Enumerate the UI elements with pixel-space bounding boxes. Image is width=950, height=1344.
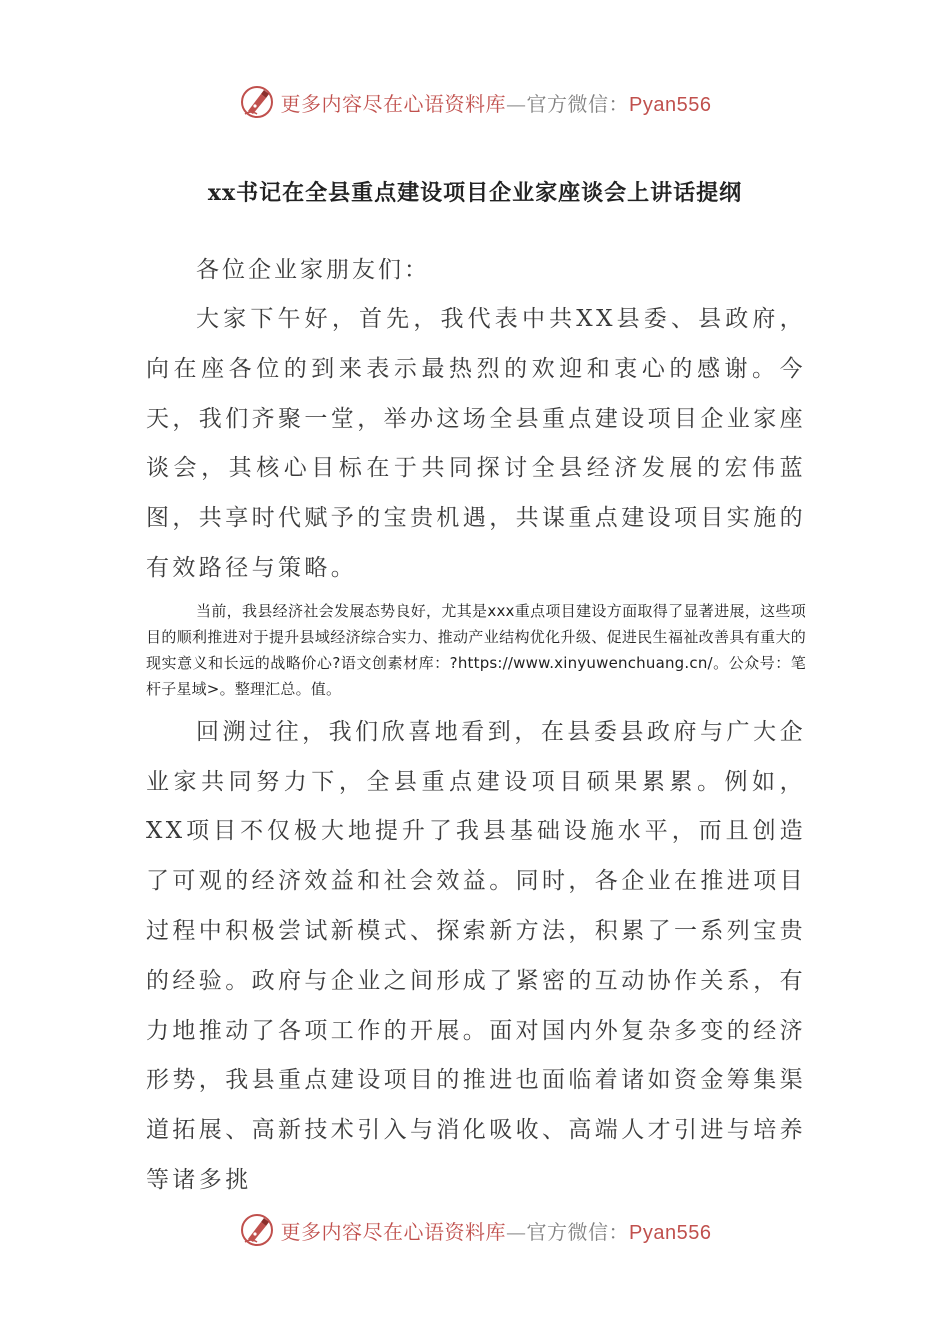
pen-nib-logo-icon <box>239 1212 275 1248</box>
banner-text <box>281 88 712 117</box>
footer-banner <box>0 1208 950 1252</box>
banner-wechat-id: Pyan556 <box>629 93 712 116</box>
paragraph-3: 回溯过往，我们欣喜地看到，在县委县政府与广大企业家共同努力下，全县重点建设项目硕果累累。例如，XX项目不仅极大地提升了我县基础设施水平，而且创造了可观的经济效益和社会效益。同时，各企业在推进项目过程中积极尝试新模式、探索新方法，积累了一系列宝贵的经验。政府与企业之间形成了紧密的互动协作关系，有力地推动了各项工作的开展。面对国内外复杂多变的经济形势，我县重点建设项目的推进也面临着诸如资金筹集渠道拓展、高新技术引入与消化吸收、高端人才引进与培养等诸多挑 <box>146 718 806 1193</box>
header-banner <box>0 80 950 124</box>
document-title: xx书记在全县重点建设项目企业家座谈会上讲话提纲 <box>207 180 743 206</box>
banner-official-label: 官方微信： <box>526 1219 630 1244</box>
banner-text <box>281 1216 712 1245</box>
paragraph-2-small: 当前，我县经济社会发展态势良好，尤其是xxx重点项目建设方面取得了显著进展，这些项目的顺利推进对于提升县域经济综合实力、推动产业结构优化升级、促进民生福祉改善具有重大的现实意义和长远的战略价心?语文创素材库：?https://www.xinyuwenchuang.cn/。公众号：笔杆子星域>。整理汇总。值。 <box>146 601 806 698</box>
banner-main-text: 更多内容尽在心语资料库 <box>280 1219 507 1244</box>
banner-separator: — <box>506 91 527 116</box>
paragraph-1: 大家下午好，首先，我代表中共XX县委、县政府，向在座各位的到来表示最热烈的欢迎和衷心的感谢。今天，我们齐聚一堂，举办这场全县重点建设项目企业家座谈会，其核心目标在于共同探讨全县经济发展的宏伟蓝图，共享时代赋予的宝贵机遇，共谋重点建设项目实施的有效路径与策略。 <box>146 306 806 581</box>
banner-wechat-id: Pyan556 <box>629 1221 712 1244</box>
salutation: 各位企业家朋友们： <box>196 257 430 283</box>
banner-official-label: 官方微信： <box>526 91 630 116</box>
document-body <box>146 245 806 1206</box>
banner-main-text: 更多内容尽在心语资料库 <box>280 91 507 116</box>
banner-separator: — <box>506 1219 527 1244</box>
pen-nib-logo-icon <box>239 84 275 120</box>
